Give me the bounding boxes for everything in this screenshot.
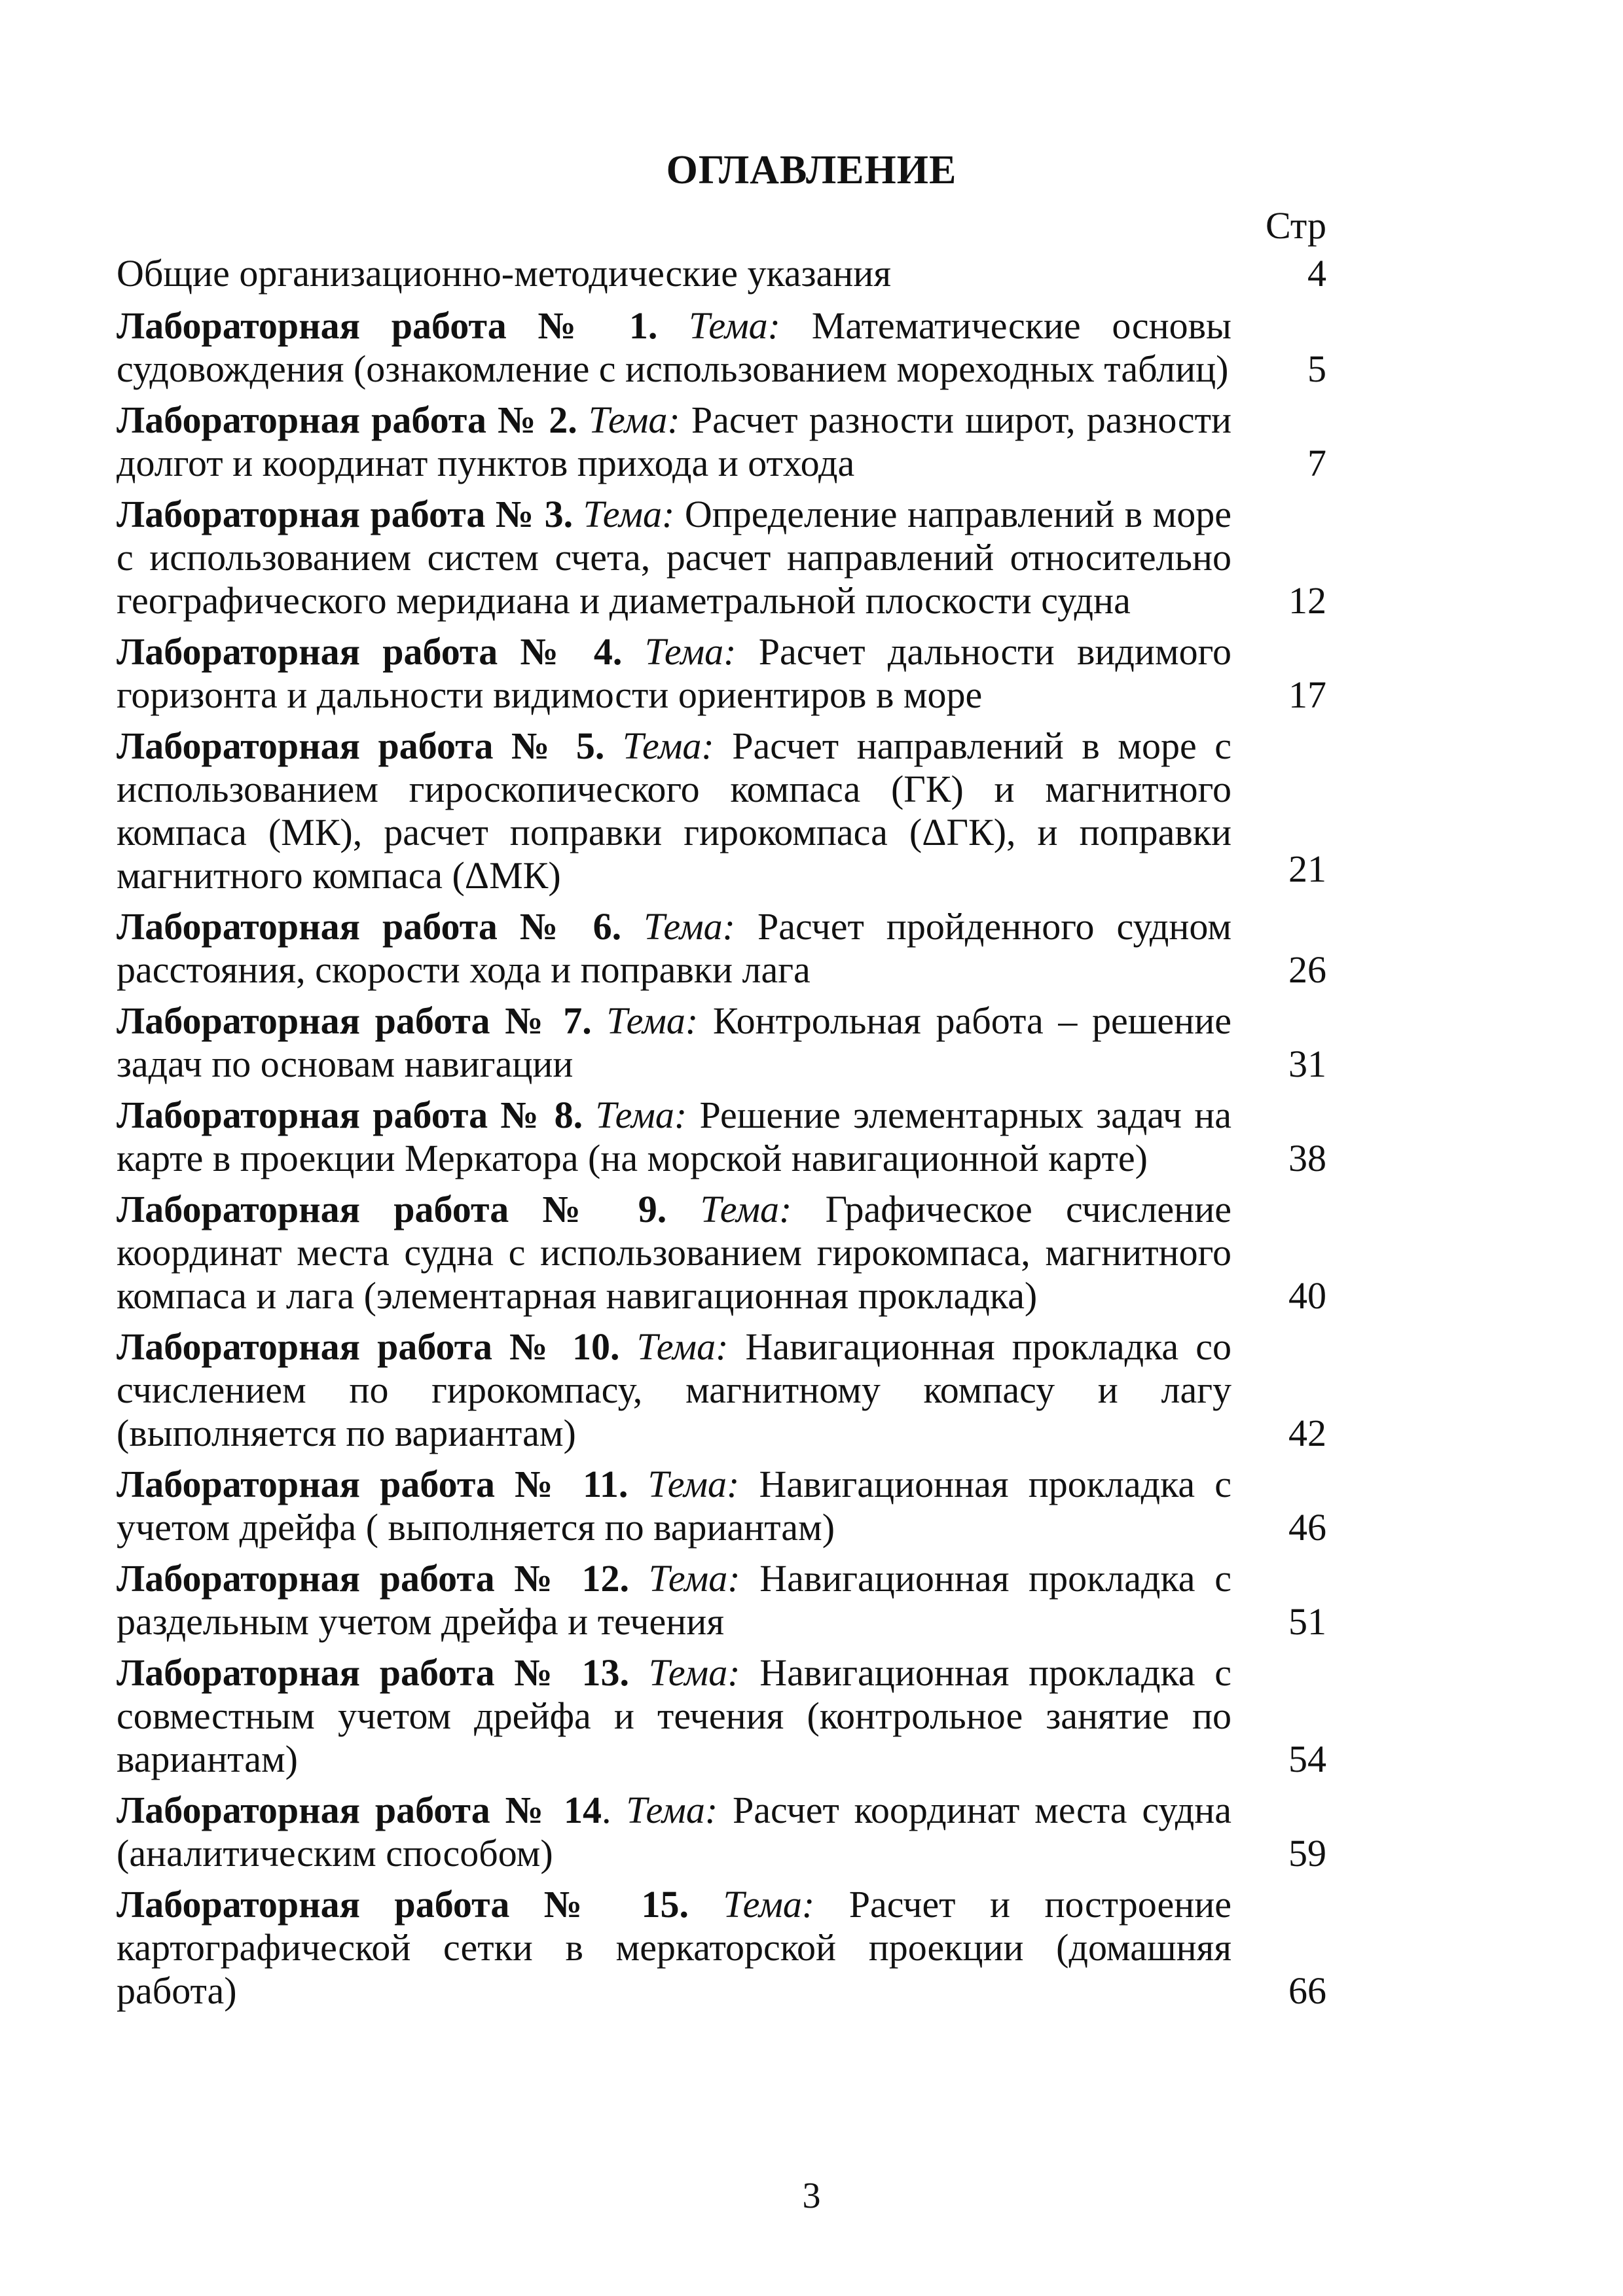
toc-entry[interactable] <box>117 252 1326 295</box>
toc-entry-page: 17 <box>1288 673 1326 716</box>
toc-entry-page: 38 <box>1288 1137 1326 1179</box>
toc-entry-page: 12 <box>1288 579 1326 622</box>
toc-entry-title: Общие организационно-методические указания <box>117 252 891 295</box>
tema-label: Тема: <box>626 1789 718 1831</box>
toc-entry[interactable] <box>117 1094 1326 1180</box>
toc-entry-page: 4 <box>1307 252 1326 295</box>
tema-label: Тема: <box>644 905 735 948</box>
toc-entry-title: Математические основы судовождения (ознакомление с использованием мореходных таблиц) <box>117 304 1232 390</box>
tema-label: Тема: <box>606 999 699 1042</box>
toc-entry-title: Определение направлений в море с использованием систем счета, расчет направлений относительно географического меридиана и диаметральной плоскости судна <box>117 493 1232 622</box>
lab-label: Лабораторная работа № 10. <box>117 1325 620 1368</box>
tema-label: Тема: <box>648 1557 740 1600</box>
tema-label: Тема: <box>595 1094 687 1136</box>
toc-entry-text <box>117 905 1231 992</box>
toc-entry-text <box>117 630 1231 717</box>
toc-entry-page: 51 <box>1288 1600 1326 1643</box>
toc-entry-text <box>117 725 1231 897</box>
toc-entry-title: Расчет направлений в море с использованием гироскопического компаса (ГК) и магнитного компаса (МК), расчет поправки гирокомпаса (ΔГК), и поправки магнитного компаса (ΔМК) <box>117 725 1232 897</box>
toc-entry-title: Навигационная прокладка с раздельным учетом дрейфа и течения <box>117 1557 1231 1643</box>
tema-label: Тема: <box>588 399 680 441</box>
lab-label: Лабораторная работа № 15. <box>117 1883 689 1926</box>
toc-entry-page: 26 <box>1288 948 1326 991</box>
tema-label: Тема: <box>644 630 737 673</box>
toc-entry-text <box>117 1463 1231 1549</box>
tema-label: Тема: <box>636 1325 729 1368</box>
toc-entry-text <box>117 1094 1231 1180</box>
toc-entry[interactable] <box>117 1557 1326 1643</box>
tema-label: Тема: <box>622 725 714 767</box>
toc-entry-page: 21 <box>1288 848 1326 890</box>
toc-entry-page: 42 <box>1288 1412 1326 1454</box>
tema-label: Тема: <box>647 1463 740 1505</box>
toc-entry-text <box>117 1557 1231 1643</box>
lab-label: Лабораторная работа № 5. <box>117 725 605 767</box>
lab-label: Лабораторная работа № 4. <box>117 630 623 673</box>
toc-entry[interactable] <box>117 1188 1326 1318</box>
lab-label: Лабораторная работа № 9. <box>117 1188 667 1230</box>
lab-label: Лабораторная работа № 2. <box>117 399 577 441</box>
toc-entry-title: Решение элементарных задач на карте в проекции Меркатора (на морской навигационной карте) <box>117 1094 1232 1179</box>
toc-entry-title: Навигационная прокладка с совместным учетом дрейфа и течения (контрольное занятие по вариантам) <box>117 1651 1231 1780</box>
toc-entry-text <box>117 1651 1231 1781</box>
lab-label: Лабораторная работа № 12. <box>117 1557 630 1600</box>
toc-entry-text <box>117 399 1231 485</box>
toc-entry-page: 54 <box>1288 1738 1326 1780</box>
page-title: ОГЛАВЛЕНИЕ <box>666 148 957 192</box>
toc-entry-text <box>117 1325 1231 1455</box>
lab-label: Лабораторная работа № 11. <box>117 1463 629 1505</box>
toc-entry-title: Расчет дальности видимого горизонта и дальности видимости ориентиров в море <box>117 630 1232 716</box>
toc-entry[interactable] <box>117 399 1326 485</box>
toc-entry-text <box>117 1188 1231 1318</box>
toc-entry[interactable] <box>117 1463 1326 1549</box>
toc-entry[interactable] <box>117 1883 1326 2013</box>
toc-entry-text: Лабораторная работа № 14. Тема: Расчет координат места судна (аналитическим способом) <box>117 1789 1231 1874</box>
lab-label: Лабораторная работа № 13. <box>117 1651 630 1694</box>
toc-entry[interactable] <box>117 725 1326 897</box>
table-of-contents <box>117 252 1326 2020</box>
toc-entry[interactable] <box>117 304 1326 391</box>
toc-entry[interactable] <box>117 1651 1326 1781</box>
toc-entry-page: 59 <box>1288 1832 1326 1874</box>
toc-entry[interactable] <box>117 1325 1326 1455</box>
toc-entry-title: Навигационная прокладка с учетом дрейфа ( выполняется по вариантам) <box>117 1463 1232 1549</box>
toc-entry-page: 46 <box>1288 1506 1326 1549</box>
lab-label: Лабораторная работа № 3. <box>117 493 574 535</box>
toc-entry-page: 40 <box>1288 1274 1326 1317</box>
toc-entry-text <box>117 493 1231 622</box>
toc-entry-title: Расчет координат места судна (аналитическим способом) <box>117 1789 1231 1874</box>
lab-label: Лабораторная работа № 8. <box>117 1094 583 1136</box>
lab-label: Лабораторная работа № 6. <box>117 905 622 948</box>
toc-entry-title: Расчет разности широт, разности долгот и координат пунктов прихода и отхода <box>117 399 1232 484</box>
toc-entry[interactable] <box>117 999 1326 1086</box>
toc-entry[interactable] <box>117 1789 1326 1875</box>
lab-label: Лабораторная работа № 7. <box>117 999 592 1042</box>
page-number: 3 <box>802 2176 821 2216</box>
toc-entry-page: 5 <box>1307 348 1326 390</box>
tema-label: Тема: <box>648 1651 740 1694</box>
toc-entry-text <box>117 304 1231 391</box>
tema-label: Тема: <box>689 304 780 347</box>
tema-label: Тема: <box>583 493 675 535</box>
page-column-label: Стр <box>1266 204 1326 247</box>
lab-label: Лабораторная работа № 1. <box>117 304 658 347</box>
toc-entry-page: 31 <box>1288 1043 1326 1085</box>
toc-entry-title: Навигационная прокладка со счислением по гирокомпасу, магнитному компасу и лагу (выполняется по вариантам) <box>117 1325 1231 1454</box>
toc-entry-text <box>117 999 1231 1086</box>
tema-label: Тема: <box>700 1188 792 1230</box>
toc-entry-text <box>117 1883 1231 2013</box>
toc-entry-title: Графическое счисление координат места судна с использованием гирокомпаса, магнитного компаса и лага (элементарная навигационная прокладка) <box>117 1188 1231 1317</box>
toc-entry[interactable] <box>117 493 1326 622</box>
toc-entry[interactable] <box>117 905 1326 992</box>
toc-entry-page: 66 <box>1288 1969 1326 2012</box>
toc-entry-page: 7 <box>1307 442 1326 484</box>
tema-label: Тема: <box>723 1883 815 1926</box>
toc-entry[interactable] <box>117 630 1326 717</box>
toc-entry-text <box>117 252 1231 295</box>
lab-label: Лабораторная работа № 14 <box>117 1789 602 1831</box>
toc-entry-title: Расчет и построение картографической сетки в меркаторской проекции (домашняя работа) <box>117 1883 1232 2012</box>
toc-entry-title: Расчет пройденного судном расстояния, скорости хода и поправки лага <box>117 905 1232 991</box>
toc-entry-title: Контрольная работа – решение задач по основам навигации <box>117 999 1231 1085</box>
